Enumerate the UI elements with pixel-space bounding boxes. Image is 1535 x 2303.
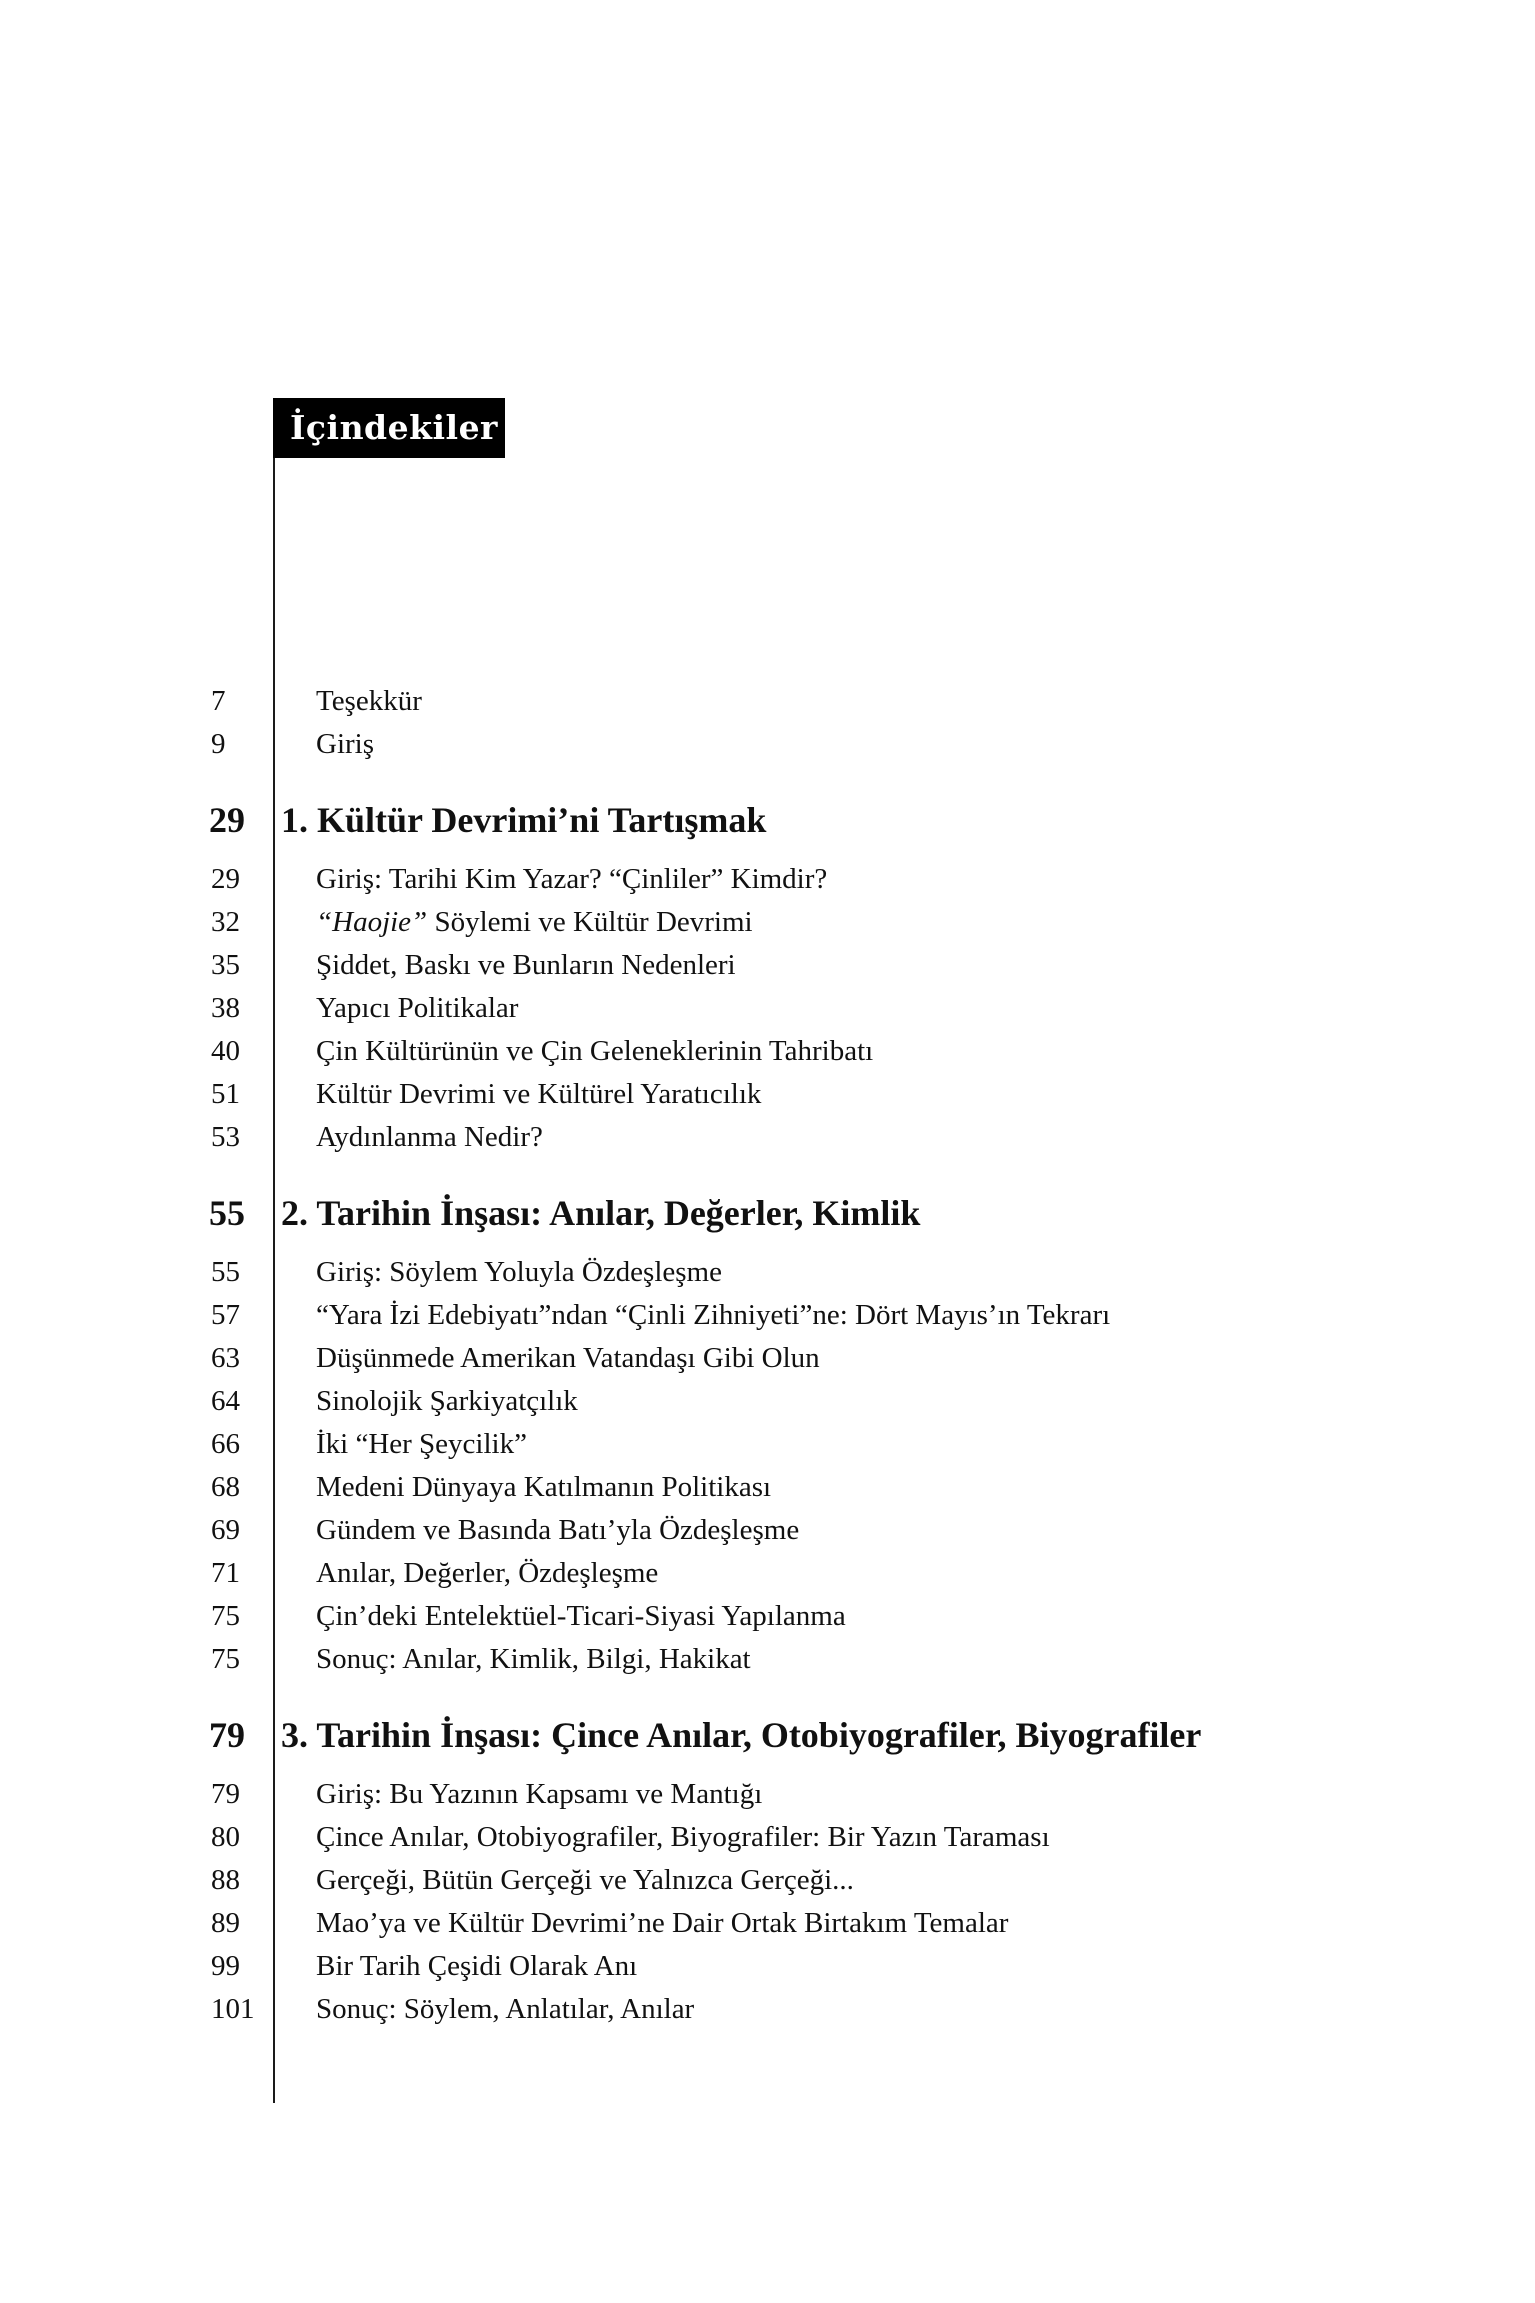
toc-entry[interactable] — [0, 858, 1535, 901]
page-number: 64 — [211, 1385, 240, 1417]
entry-label: Çin Kültürünün ve Çin Geleneklerinin Tahribatı — [316, 1035, 874, 1067]
entry-label: Anılar, Değerler, Özdeşleşme — [316, 1557, 659, 1589]
entry-label: “Yara İzi Edebiyatı”ndan “Çinli Zihniyeti”ne: Dört Mayıs’ın Tekrarı — [316, 1299, 1111, 1331]
toc-entry[interactable] — [0, 1859, 1535, 1902]
toc-entry[interactable] — [0, 1988, 1535, 2031]
page-number: 38 — [211, 992, 240, 1024]
page-number: 69 — [211, 1514, 240, 1546]
page-number: 66 — [211, 1428, 240, 1460]
toc-entry[interactable] — [0, 944, 1535, 987]
chapter-heading-3[interactable] — [0, 1706, 1535, 1764]
entry-label: Yapıcı Politikalar — [316, 992, 519, 1024]
page-number: 51 — [211, 1078, 240, 1110]
toc-entry[interactable] — [0, 901, 1535, 944]
entry-label: Sonuç: Anılar, Kimlik, Bilgi, Hakikat — [316, 1643, 751, 1675]
page-number: 57 — [211, 1299, 240, 1331]
entry-label-italic: “Haojie” — [316, 906, 428, 938]
toc-entry[interactable] — [0, 1509, 1535, 1552]
entry-label: Çince Anılar, Otobiyografiler, Biyografiler: Bir Yazın Taraması — [316, 1821, 1050, 1853]
page-number: 101 — [211, 1993, 255, 2025]
entry-label-rest: Söylemi ve Kültür Devrimi — [427, 906, 753, 938]
entry-label: Sinolojik Şarkiyatçılık — [316, 1385, 578, 1417]
toc-entry[interactable] — [0, 723, 1535, 766]
entry-label: Sonuç: Söylem, Anlatılar, Anılar — [316, 1993, 695, 2025]
entry-label: Giriş: Söylem Yoluyla Özdeşleşme — [316, 1256, 722, 1288]
page-number: 89 — [211, 1907, 240, 1939]
chapter-heading-2[interactable] — [0, 1184, 1535, 1242]
toc-entry[interactable] — [0, 1638, 1535, 1681]
entry-label: Kültür Devrimi ve Kültürel Yaratıcılık — [316, 1078, 762, 1110]
entry-label: Mao’ya ve Kültür Devrimi’ne Dair Ortak Birtakım Temalar — [316, 1907, 1009, 1939]
chapter-page-number: 29 — [209, 800, 245, 840]
entry-label: Gerçeği, Bütün Gerçeği ve Yalnızca Gerçeği... — [316, 1864, 854, 1896]
entry-label: Giriş — [316, 728, 374, 760]
page-number: 88 — [211, 1864, 240, 1896]
page-number: 75 — [211, 1600, 240, 1632]
toc-entry[interactable] — [0, 1294, 1535, 1337]
toc-entry[interactable] — [0, 987, 1535, 1030]
toc-entry[interactable] — [0, 1423, 1535, 1466]
entry-label: Teşekkür — [316, 685, 422, 717]
toc-entry[interactable] — [0, 1030, 1535, 1073]
page-number: 7 — [211, 685, 226, 717]
page-number: 68 — [211, 1471, 240, 1503]
toc-entry[interactable] — [0, 1816, 1535, 1859]
entry-label — [316, 901, 753, 944]
toc-entry[interactable] — [0, 1552, 1535, 1595]
entry-label: Şiddet, Baskı ve Bunların Nedenleri — [316, 949, 736, 981]
page-number: 71 — [211, 1557, 240, 1589]
page-number: 9 — [211, 728, 226, 760]
toc-entry[interactable] — [0, 1116, 1535, 1159]
chapter-heading-1[interactable] — [0, 791, 1535, 849]
entry-label: Çin’deki Entelektüel-Ticari-Siyasi Yapılanma — [316, 1600, 846, 1632]
chapter-page-number: 55 — [209, 1193, 245, 1233]
toc-entry[interactable] — [0, 1337, 1535, 1380]
entry-label: Düşünmede Amerikan Vatandaşı Gibi Olun — [316, 1342, 820, 1374]
chapter-page-number: 79 — [209, 1715, 245, 1755]
entry-label: Giriş: Bu Yazının Kapsamı ve Mantığı — [316, 1778, 763, 1810]
page-number: 79 — [211, 1778, 240, 1810]
toc-entry[interactable] — [0, 680, 1535, 723]
page-number: 63 — [211, 1342, 240, 1374]
chapter-title: 1. Kültür Devrimi’ni Tartışmak — [281, 800, 767, 840]
page-number: 53 — [211, 1121, 240, 1153]
toc-entry[interactable] — [0, 1902, 1535, 1945]
chapter-title: 2. Tarihin İnşası: Anılar, Değerler, Kimlik — [281, 1193, 921, 1233]
toc-entry[interactable] — [0, 1945, 1535, 1988]
page-number: 32 — [211, 906, 240, 938]
chapter-title: 3. Tarihin İnşası: Çince Anılar, Otobiyografiler, Biyografiler — [281, 1715, 1202, 1755]
entry-label: İki “Her Şeycilik” — [316, 1428, 527, 1460]
page-number: 75 — [211, 1643, 240, 1675]
toc-title: İçindekiler — [273, 398, 505, 458]
page-number: 99 — [211, 1950, 240, 1982]
page-number: 29 — [211, 863, 240, 895]
entry-label: Aydınlanma Nedir? — [316, 1121, 543, 1153]
entry-label: Giriş: Tarihi Kim Yazar? “Çinliler” Kimdir? — [316, 863, 828, 895]
page-number: 55 — [211, 1256, 240, 1288]
page-number: 80 — [211, 1821, 240, 1853]
toc-entry[interactable] — [0, 1380, 1535, 1423]
toc-entry[interactable] — [0, 1773, 1535, 1816]
entry-label: Gündem ve Basında Batı’yla Özdeşleşme — [316, 1514, 800, 1546]
page-number: 40 — [211, 1035, 240, 1067]
table-of-contents — [0, 680, 1535, 2031]
toc-entry[interactable] — [0, 1251, 1535, 1294]
toc-entry[interactable] — [0, 1466, 1535, 1509]
entry-label: Medeni Dünyaya Katılmanın Politikası — [316, 1471, 772, 1503]
page-number: 35 — [211, 949, 240, 981]
toc-entry[interactable] — [0, 1073, 1535, 1116]
toc-entry[interactable] — [0, 1595, 1535, 1638]
entry-label: Bir Tarih Çeşidi Olarak Anı — [316, 1950, 638, 1982]
